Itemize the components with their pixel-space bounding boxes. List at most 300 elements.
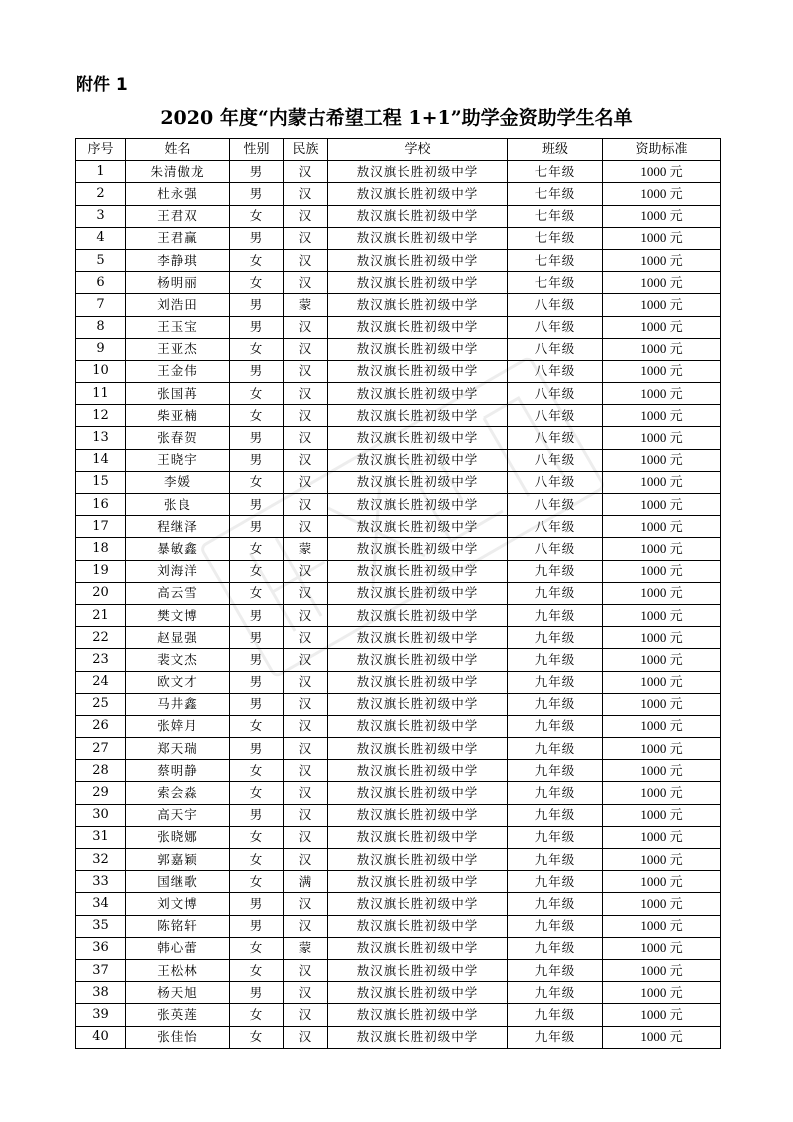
cell-amount: 1000 元 [603,693,721,715]
cell-ethnicity: 汉 [284,183,328,205]
cell-name: 索会淼 [126,782,230,804]
cell-ethnicity: 汉 [284,560,328,582]
cell-amount: 1000 元 [603,760,721,782]
cell-gender: 男 [230,604,284,626]
cell-grade: 九年级 [508,582,603,604]
cell-amount: 1000 元 [603,982,721,1004]
cell-amount: 1000 元 [603,804,721,826]
cell-amount: 1000 元 [603,227,721,249]
cell-gender: 男 [230,982,284,1004]
cell-seq: 27 [76,738,126,760]
cell-amount: 1000 元 [603,338,721,360]
cell-ethnicity: 汉 [284,1004,328,1026]
cell-amount: 1000 元 [603,849,721,871]
cell-gender: 女 [230,715,284,737]
cell-school: 敖汉旗长胜初级中学 [328,1004,508,1026]
table-row [76,1026,721,1048]
cell-seq: 36 [76,937,126,959]
cell-grade: 九年级 [508,826,603,848]
table-row [76,560,721,582]
cell-school: 敖汉旗长胜初级中学 [328,338,508,360]
cell-grade: 八年级 [508,427,603,449]
cell-gender: 男 [230,183,284,205]
table-row [76,627,721,649]
cell-gender: 女 [230,471,284,493]
cell-amount: 1000 元 [603,449,721,471]
table-row [76,804,721,826]
cell-seq: 4 [76,227,126,249]
cell-name: 王晓宇 [126,449,230,471]
cell-seq: 12 [76,405,126,427]
cell-seq: 19 [76,560,126,582]
cell-grade: 九年级 [508,560,603,582]
cell-grade: 七年级 [508,183,603,205]
cell-ethnicity: 汉 [284,582,328,604]
cell-gender: 男 [230,360,284,382]
cell-seq: 37 [76,959,126,981]
cell-seq: 21 [76,604,126,626]
cell-school: 敖汉旗长胜初级中学 [328,937,508,959]
cell-grade: 八年级 [508,294,603,316]
cell-grade: 八年级 [508,538,603,560]
cell-name: 王松林 [126,959,230,981]
table-row [76,849,721,871]
cell-amount: 1000 元 [603,494,721,516]
cell-grade: 九年级 [508,893,603,915]
cell-ethnicity: 汉 [284,316,328,338]
page-title: 2020 年度“内蒙古希望工程 1+1”助学金资助学生名单 [160,107,633,129]
cell-grade: 八年级 [508,494,603,516]
cell-amount: 1000 元 [603,161,721,183]
cell-gender: 男 [230,449,284,471]
cell-ethnicity: 汉 [284,272,328,294]
cell-seq: 3 [76,205,126,227]
cell-name: 李媛 [126,471,230,493]
cell-seq: 17 [76,516,126,538]
table-row [76,471,721,493]
cell-seq: 38 [76,982,126,1004]
cell-amount: 1000 元 [603,316,721,338]
cell-grade: 九年级 [508,738,603,760]
cell-gender: 男 [230,893,284,915]
cell-name: 王亚杰 [126,338,230,360]
cell-school: 敖汉旗长胜初级中学 [328,849,508,871]
cell-name: 张国苒 [126,383,230,405]
header-school: 学校 [328,139,508,161]
cell-name: 马井鑫 [126,693,230,715]
table-row [76,915,721,937]
cell-gender: 男 [230,738,284,760]
cell-amount: 1000 元 [603,649,721,671]
cell-grade: 九年级 [508,715,603,737]
cell-grade: 九年级 [508,804,603,826]
table-row [76,227,721,249]
cell-school: 敖汉旗长胜初级中学 [328,915,508,937]
cell-name: 张晓娜 [126,826,230,848]
cell-name: 柴亚楠 [126,405,230,427]
cell-gender: 女 [230,826,284,848]
table-row [76,760,721,782]
cell-seq: 35 [76,915,126,937]
cell-amount: 1000 元 [603,915,721,937]
cell-school: 敖汉旗长胜初级中学 [328,627,508,649]
cell-gender: 男 [230,427,284,449]
cell-ethnicity: 汉 [284,471,328,493]
cell-grade: 七年级 [508,205,603,227]
cell-school: 敖汉旗长胜初级中学 [328,1026,508,1048]
cell-name: 程继泽 [126,516,230,538]
cell-grade: 九年级 [508,1004,603,1026]
cell-gender: 女 [230,959,284,981]
cell-gender: 女 [230,383,284,405]
cell-gender: 男 [230,516,284,538]
cell-name: 郭嘉颖 [126,849,230,871]
cell-seq: 16 [76,494,126,516]
cell-school: 敖汉旗长胜初级中学 [328,471,508,493]
cell-amount: 1000 元 [603,516,721,538]
cell-name: 暴敏鑫 [126,538,230,560]
cell-grade: 七年级 [508,272,603,294]
cell-seq: 15 [76,471,126,493]
table-row [76,604,721,626]
cell-ethnicity: 汉 [284,715,328,737]
cell-seq: 7 [76,294,126,316]
cell-gender: 男 [230,294,284,316]
cell-gender: 女 [230,582,284,604]
table-row [76,383,721,405]
cell-gender: 女 [230,272,284,294]
cell-school: 敖汉旗长胜初级中学 [328,582,508,604]
cell-grade: 九年级 [508,1026,603,1048]
cell-ethnicity: 汉 [284,516,328,538]
cell-school: 敖汉旗长胜初级中学 [328,360,508,382]
cell-ethnicity: 汉 [284,959,328,981]
cell-school: 敖汉旗长胜初级中学 [328,449,508,471]
cell-grade: 八年级 [508,471,603,493]
cell-ethnicity: 汉 [284,494,328,516]
cell-seq: 32 [76,849,126,871]
cell-seq: 14 [76,449,126,471]
cell-grade: 九年级 [508,871,603,893]
cell-school: 敖汉旗长胜初级中学 [328,272,508,294]
cell-gender: 女 [230,1026,284,1048]
cell-school: 敖汉旗长胜初级中学 [328,959,508,981]
cell-amount: 1000 元 [603,471,721,493]
cell-school: 敖汉旗长胜初级中学 [328,982,508,1004]
cell-name: 张婞月 [126,715,230,737]
cell-gender: 女 [230,560,284,582]
cell-name: 王金伟 [126,360,230,382]
cell-amount: 1000 元 [603,383,721,405]
cell-seq: 9 [76,338,126,360]
cell-name: 张佳怡 [126,1026,230,1048]
cell-school: 敖汉旗长胜初级中学 [328,383,508,405]
cell-ethnicity: 汉 [284,671,328,693]
header-amount: 资助标准 [603,139,721,161]
cell-name: 刘海洋 [126,560,230,582]
cell-gender: 男 [230,804,284,826]
cell-amount: 1000 元 [603,405,721,427]
table-row [76,715,721,737]
cell-ethnicity: 汉 [284,915,328,937]
cell-grade: 九年级 [508,760,603,782]
cell-ethnicity: 汉 [284,649,328,671]
cell-name: 王君双 [126,205,230,227]
cell-ethnicity: 汉 [284,849,328,871]
cell-amount: 1000 元 [603,893,721,915]
table-row [76,427,721,449]
cell-ethnicity: 汉 [284,405,328,427]
cell-amount: 1000 元 [603,738,721,760]
table-header-row [76,139,721,161]
cell-grade: 八年级 [508,516,603,538]
cell-amount: 1000 元 [603,360,721,382]
cell-gender: 女 [230,871,284,893]
cell-amount: 1000 元 [603,272,721,294]
cell-grade: 八年级 [508,383,603,405]
cell-school: 敖汉旗长胜初级中学 [328,316,508,338]
cell-amount: 1000 元 [603,715,721,737]
cell-name: 赵显强 [126,627,230,649]
cell-seq: 39 [76,1004,126,1026]
cell-name: 张春贺 [126,427,230,449]
cell-gender: 女 [230,338,284,360]
table-row [76,405,721,427]
cell-amount: 1000 元 [603,294,721,316]
cell-ethnicity: 汉 [284,338,328,360]
cell-ethnicity: 蒙 [284,937,328,959]
cell-seq: 20 [76,582,126,604]
cell-school: 敖汉旗长胜初级中学 [328,871,508,893]
cell-school: 敖汉旗长胜初级中学 [328,161,508,183]
table-row [76,360,721,382]
cell-seq: 25 [76,693,126,715]
header-ethnicity: 民族 [284,139,328,161]
table-row [76,738,721,760]
table-row [76,893,721,915]
cell-ethnicity: 汉 [284,427,328,449]
cell-ethnicity: 汉 [284,804,328,826]
cell-school: 敖汉旗长胜初级中学 [328,782,508,804]
cell-ethnicity: 蒙 [284,538,328,560]
cell-amount: 1000 元 [603,538,721,560]
table-row [76,249,721,271]
cell-seq: 22 [76,627,126,649]
cell-grade: 九年级 [508,627,603,649]
cell-name: 韩心蕾 [126,937,230,959]
cell-name: 杨明丽 [126,272,230,294]
cell-gender: 女 [230,1004,284,1026]
cell-ethnicity: 汉 [284,782,328,804]
table-row [76,516,721,538]
cell-ethnicity: 汉 [284,627,328,649]
cell-ethnicity: 蒙 [284,294,328,316]
table-row [76,826,721,848]
cell-grade: 九年级 [508,982,603,1004]
cell-amount: 1000 元 [603,1004,721,1026]
table-row [76,693,721,715]
cell-school: 敖汉旗长胜初级中学 [328,538,508,560]
header-grade: 班级 [508,139,603,161]
cell-name: 杜永强 [126,183,230,205]
table-row [76,538,721,560]
cell-seq: 18 [76,538,126,560]
cell-seq: 23 [76,649,126,671]
header-name: 姓名 [126,139,230,161]
cell-name: 裴文杰 [126,649,230,671]
cell-seq: 8 [76,316,126,338]
cell-grade: 七年级 [508,227,603,249]
cell-school: 敖汉旗长胜初级中学 [328,693,508,715]
student-table [75,138,721,1049]
cell-name: 张英莲 [126,1004,230,1026]
cell-school: 敖汉旗长胜初级中学 [328,560,508,582]
cell-name: 刘文博 [126,893,230,915]
cell-seq: 24 [76,671,126,693]
cell-ethnicity: 汉 [284,826,328,848]
cell-amount: 1000 元 [603,627,721,649]
cell-gender: 男 [230,227,284,249]
table-row [76,582,721,604]
table-row [76,183,721,205]
cell-seq: 1 [76,161,126,183]
cell-school: 敖汉旗长胜初级中学 [328,671,508,693]
cell-gender: 女 [230,405,284,427]
table-row [76,1004,721,1026]
cell-grade: 七年级 [508,161,603,183]
cell-amount: 1000 元 [603,183,721,205]
cell-ethnicity: 汉 [284,249,328,271]
cell-name: 王玉宝 [126,316,230,338]
cell-gender: 女 [230,782,284,804]
cell-ethnicity: 汉 [284,893,328,915]
cell-seq: 33 [76,871,126,893]
cell-school: 敖汉旗长胜初级中学 [328,516,508,538]
cell-seq: 31 [76,826,126,848]
cell-amount: 1000 元 [603,560,721,582]
cell-name: 刘浩田 [126,294,230,316]
cell-name: 陈铭轩 [126,915,230,937]
cell-grade: 八年级 [508,360,603,382]
cell-school: 敖汉旗长胜初级中学 [328,649,508,671]
cell-amount: 1000 元 [603,959,721,981]
header-seq: 序号 [76,139,126,161]
cell-seq: 26 [76,715,126,737]
cell-ethnicity: 汉 [284,360,328,382]
cell-grade: 七年级 [508,249,603,271]
cell-school: 敖汉旗长胜初级中学 [328,427,508,449]
cell-ethnicity: 汉 [284,693,328,715]
cell-name: 樊文博 [126,604,230,626]
cell-gender: 男 [230,649,284,671]
cell-ethnicity: 汉 [284,449,328,471]
cell-grade: 九年级 [508,604,603,626]
cell-grade: 八年级 [508,449,603,471]
cell-name: 杨天旭 [126,982,230,1004]
cell-amount: 1000 元 [603,871,721,893]
table-row [76,494,721,516]
cell-school: 敖汉旗长胜初级中学 [328,405,508,427]
table-row [76,982,721,1004]
table-row [76,782,721,804]
table-row [76,161,721,183]
cell-gender: 女 [230,205,284,227]
cell-ethnicity: 汉 [284,205,328,227]
cell-gender: 女 [230,937,284,959]
table-row [76,449,721,471]
table-row [76,649,721,671]
cell-school: 敖汉旗长胜初级中学 [328,715,508,737]
cell-amount: 1000 元 [603,671,721,693]
cell-name: 朱清傲龙 [126,161,230,183]
cell-amount: 1000 元 [603,1026,721,1048]
cell-seq: 5 [76,249,126,271]
cell-gender: 女 [230,849,284,871]
cell-amount: 1000 元 [603,604,721,626]
table-row [76,316,721,338]
table-row [76,871,721,893]
cell-gender: 男 [230,316,284,338]
cell-name: 高天宇 [126,804,230,826]
table-row [76,959,721,981]
cell-amount: 1000 元 [603,205,721,227]
cell-ethnicity: 汉 [284,738,328,760]
cell-name: 王君赢 [126,227,230,249]
attachment-label: 附件 1 [76,75,128,95]
cell-school: 敖汉旗长胜初级中学 [328,183,508,205]
cell-gender: 女 [230,538,284,560]
cell-school: 敖汉旗长胜初级中学 [328,294,508,316]
cell-seq: 28 [76,760,126,782]
cell-grade: 八年级 [508,405,603,427]
cell-name: 张良 [126,494,230,516]
cell-gender: 男 [230,671,284,693]
cell-school: 敖汉旗长胜初级中学 [328,893,508,915]
table-row [76,338,721,360]
cell-grade: 九年级 [508,915,603,937]
table-row [76,671,721,693]
cell-grade: 八年级 [508,316,603,338]
cell-name: 蔡明静 [126,760,230,782]
cell-seq: 2 [76,183,126,205]
cell-grade: 九年级 [508,649,603,671]
cell-seq: 29 [76,782,126,804]
header-gender: 性别 [230,139,284,161]
cell-amount: 1000 元 [603,782,721,804]
cell-school: 敖汉旗长胜初级中学 [328,227,508,249]
cell-grade: 九年级 [508,959,603,981]
cell-gender: 男 [230,161,284,183]
cell-grade: 九年级 [508,937,603,959]
cell-school: 敖汉旗长胜初级中学 [328,804,508,826]
cell-amount: 1000 元 [603,937,721,959]
cell-school: 敖汉旗长胜初级中学 [328,205,508,227]
cell-gender: 女 [230,760,284,782]
cell-school: 敖汉旗长胜初级中学 [328,738,508,760]
cell-grade: 九年级 [508,782,603,804]
cell-school: 敖汉旗长胜初级中学 [328,826,508,848]
cell-ethnicity: 汉 [284,161,328,183]
cell-ethnicity: 汉 [284,383,328,405]
cell-school: 敖汉旗长胜初级中学 [328,604,508,626]
cell-ethnicity: 汉 [284,760,328,782]
cell-name: 郑天瑞 [126,738,230,760]
cell-ethnicity: 汉 [284,604,328,626]
cell-seq: 30 [76,804,126,826]
cell-seq: 10 [76,360,126,382]
cell-name: 李静琪 [126,249,230,271]
cell-school: 敖汉旗长胜初级中学 [328,249,508,271]
